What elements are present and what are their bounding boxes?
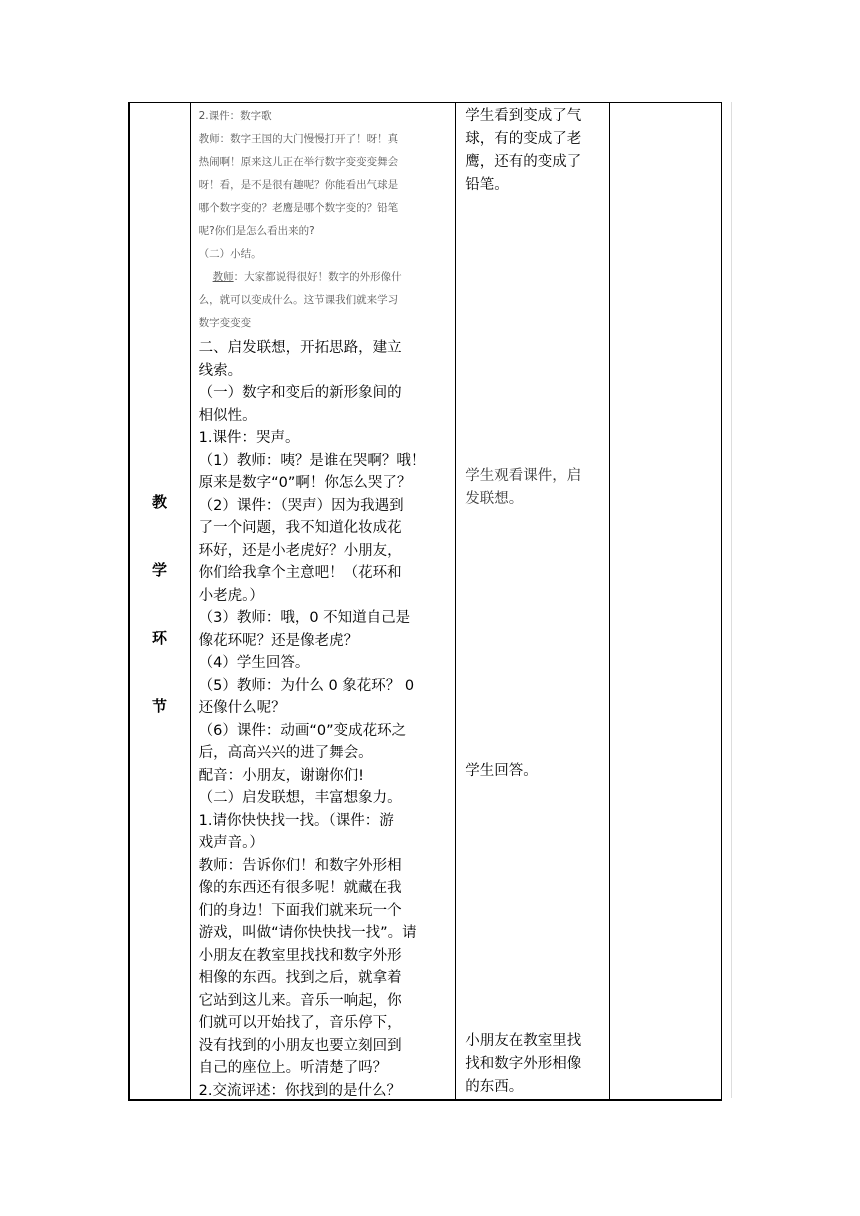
teacher-line: 2.交流评述：你找到的是什么？ bbox=[198, 1082, 401, 1099]
notes-cell bbox=[609, 103, 721, 1101]
student-block-4 bbox=[465, 1030, 605, 1099]
teacher-line: （2）课件：（哭声）因为我遇到 bbox=[198, 497, 404, 514]
section-char-2: 学 bbox=[151, 561, 167, 579]
teacher-line: 还像什么呢？ bbox=[198, 700, 286, 716]
teacher-line: 原来是数字“0”啊！你怎么哭了？ bbox=[198, 475, 412, 491]
teacher-line: 2.课件：数字歌 bbox=[198, 110, 272, 122]
teacher-line: （一）数字和变后的新形象间的 bbox=[198, 385, 402, 401]
teacher-line: （1）教师：咦？是谁在哭啊？哦！ bbox=[198, 452, 426, 469]
teacher-line: 像的东西还有很多呢！就藏在我 bbox=[198, 880, 402, 896]
table-row bbox=[129, 103, 722, 1101]
summary-text: ：大家都说得很好！数字的外形像什 bbox=[233, 271, 402, 283]
student-line: 小朋友在教室里找 bbox=[465, 1033, 582, 1049]
summary-line: 么，就可以变成什么。这节课我们就来学习 bbox=[198, 294, 399, 306]
student-block-3 bbox=[465, 760, 605, 783]
teacher-small-text bbox=[191, 105, 456, 335]
student-activity-cell bbox=[456, 103, 610, 1101]
student-line: 的东西。 bbox=[465, 1079, 524, 1095]
student-line: 学生回答。 bbox=[465, 763, 538, 779]
page-edge-line bbox=[731, 102, 732, 1098]
teacher-line: 呀！看，是不是很有趣呢？你能看出气球是 bbox=[198, 179, 399, 191]
teacher-line: 没有找到的小朋友也要立刻回到 bbox=[198, 1037, 402, 1054]
teacher-line: 小朋友在教室里找找和数字外形 bbox=[198, 947, 402, 964]
student-line: 球，有的变成了老 bbox=[465, 131, 582, 147]
summary-label: 教师 bbox=[212, 271, 234, 283]
teacher-line: （6）课件：动画“0”变成花环之 bbox=[198, 722, 407, 739]
teacher-line: 哪个数字变的？老鹰是哪个数字变的？铅笔 bbox=[198, 202, 399, 214]
teacher-line: （5）教师：为什么 0 象花环？ 0 bbox=[198, 677, 415, 694]
teacher-line: 配音：小朋友，谢谢你们! bbox=[198, 767, 364, 784]
section-cell bbox=[129, 103, 190, 1101]
student-line: 学生看到变成了气 bbox=[465, 108, 582, 124]
teacher-line: （4）学生回答。 bbox=[198, 655, 310, 671]
section-char-3: 环 bbox=[151, 629, 167, 647]
teacher-line: 自己的座位上。听清楚了吗？ bbox=[198, 1060, 388, 1076]
teacher-line: 它站到这儿来。音乐一响起，你 bbox=[198, 992, 402, 1009]
teacher-line: 们的身边！下面我们就来玩一个 bbox=[198, 902, 402, 919]
summary-line: 数字变变变 bbox=[198, 317, 252, 329]
summary-line bbox=[199, 266, 454, 289]
teacher-line: 线索。 bbox=[198, 362, 243, 379]
teacher-line: 小老虎。） bbox=[198, 587, 264, 604]
teacher-line: 教师：告诉你们！和数字外形相 bbox=[198, 857, 402, 874]
student-line: 发联想。 bbox=[465, 491, 524, 507]
teacher-line: （二）启发联想，丰富想象力。 bbox=[198, 790, 402, 806]
teacher-line: 了一个问题，我不知道化妆成花 bbox=[198, 520, 402, 536]
teacher-line: 1.请你快快找一找。（课件：游 bbox=[198, 812, 394, 829]
section-char-4: 节 bbox=[151, 697, 167, 715]
teacher-line: 后，高高兴兴的进了舞会。 bbox=[198, 745, 373, 761]
teacher-line: 相像的东西。找到之后，就拿着 bbox=[198, 970, 402, 986]
lesson-plan-table bbox=[128, 102, 722, 1101]
teacher-line: 呢?你们是怎么看出来的? bbox=[198, 225, 315, 237]
section-char-1: 教 bbox=[151, 493, 167, 511]
student-line: 找和数字外形相像 bbox=[465, 1056, 582, 1072]
teacher-line: 你们给我拿个主意吧！（花环和 bbox=[198, 565, 402, 581]
teacher-line: 戏声音。） bbox=[198, 835, 264, 851]
teacher-line: 游戏，叫做“请你快快找一找”。请 bbox=[198, 925, 417, 941]
student-line: 鹰，还有的变成了 bbox=[465, 154, 582, 170]
student-block-1 bbox=[465, 105, 605, 197]
teacher-line: 们就可以开始找了，音乐停下， bbox=[198, 1015, 402, 1031]
teacher-line: 相似性。 bbox=[198, 407, 257, 424]
teacher-activity-cell bbox=[190, 103, 456, 1101]
student-block-2 bbox=[465, 465, 605, 511]
teacher-line: 1.课件：哭声。 bbox=[198, 430, 300, 446]
teacher-line: 二、启发联想，开拓思路，建立 bbox=[198, 340, 402, 356]
student-line: 铅笔。 bbox=[465, 177, 509, 193]
teacher-main-text bbox=[191, 337, 456, 1099]
teacher-line: 教师：数字王国的大门慢慢打开了！呀！真 bbox=[198, 133, 399, 145]
teacher-line: （二）小结。 bbox=[198, 248, 262, 260]
teacher-line: 环好，还是小老虎好？小朋友， bbox=[198, 542, 402, 559]
teacher-line: （3）教师：哦，0 不知道自己是 bbox=[198, 610, 411, 626]
student-line: 学生观看课件，启 bbox=[465, 468, 582, 484]
teacher-line: 像花环呢？还是像老虎？ bbox=[198, 632, 359, 649]
teacher-line: 热闹啊！原来这儿正在举行数字变变变舞会 bbox=[198, 156, 399, 168]
